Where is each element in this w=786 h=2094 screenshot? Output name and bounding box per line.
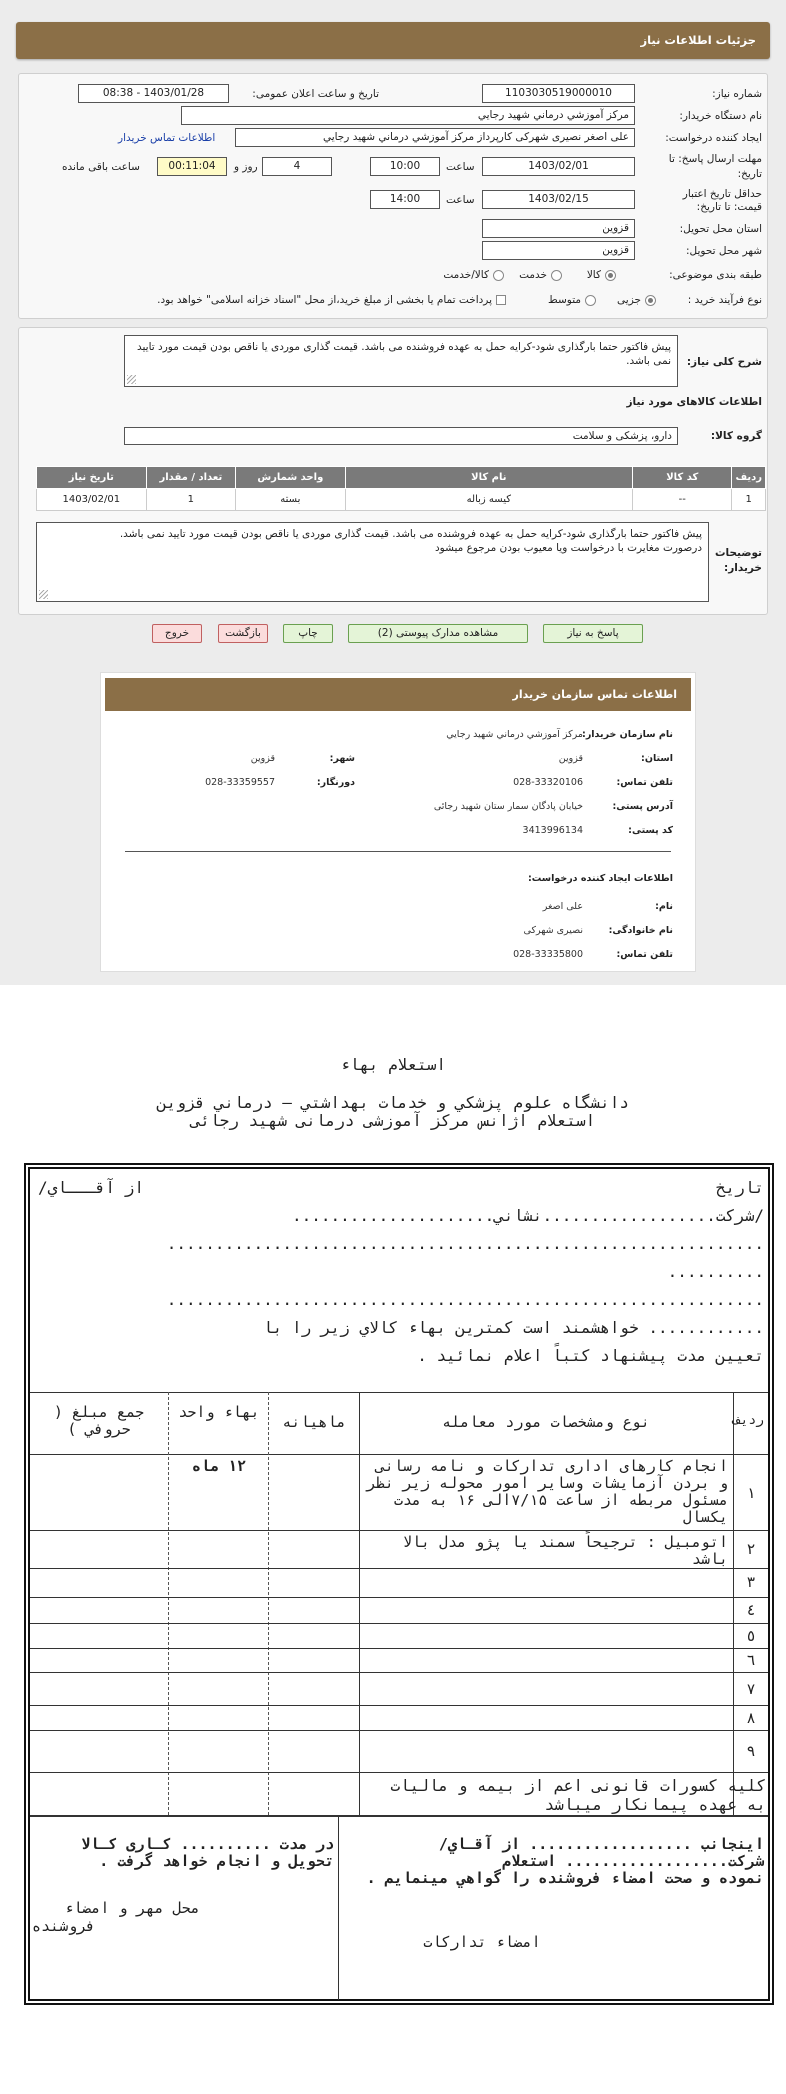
page-header xyxy=(16,22,770,59)
col-qty: تعداد / مقدار xyxy=(146,467,236,489)
deadline-time-label: ساعت xyxy=(446,161,475,173)
city-label: شهر محل تحویل: xyxy=(686,245,762,257)
letter-sign-right-4: امضاء تداركات xyxy=(423,1933,541,1951)
need-number-label: شماره نیاز: xyxy=(712,88,762,100)
process-option-medium[interactable] xyxy=(548,290,596,310)
letter-row-line xyxy=(30,1730,768,1731)
buyer-org-label: نام دستگاه خریدار: xyxy=(679,110,762,122)
contact-address-label: آدرس پستی: xyxy=(612,801,673,812)
letter-dots: .............................................................. xyxy=(166,1234,764,1253)
validity-date-field: 1403/02/15 xyxy=(482,190,635,209)
payment-note-text: پرداخت تمام یا بخشی از مبلغ خرید،از محل "اسناد خزانه اسلامی" خواهد بود. xyxy=(157,294,492,306)
contact-postal-label: کد پستی: xyxy=(628,825,673,836)
contact-address-value: خیابان پادگان سمار ستان شهید رجائی xyxy=(433,801,583,812)
letter-col-row-header: رديف xyxy=(732,1413,764,1428)
remaining-time-field: 00:11:04 xyxy=(157,157,227,176)
table-row xyxy=(37,489,766,511)
letter-row-line xyxy=(30,1772,768,1773)
creator-family-label: نام خانوادگی: xyxy=(608,925,673,936)
letter-from-line: از آقـــاي/ xyxy=(38,1178,144,1197)
radio-icon[interactable] xyxy=(585,295,596,306)
checkbox-icon[interactable] xyxy=(496,295,506,305)
letter-row-number: ٤ xyxy=(746,1601,756,1619)
payment-note xyxy=(157,290,506,310)
contact-city-value: قزوین xyxy=(250,753,275,764)
letter-col-unit-price-header: بهاء واحد xyxy=(178,1403,260,1421)
letter-row-number: ۳ xyxy=(746,1573,756,1591)
contact-postal-value: 3413996134 xyxy=(522,825,583,836)
letter-row-number: ٩ xyxy=(746,1742,756,1760)
letter-deductions: كليه كسورات قانونی اعم از بيمه و ماليات به عهده پيمانكار ميباشد xyxy=(390,1776,766,1814)
deadline-date-field: 1403/02/01 xyxy=(482,157,635,176)
letter-request-line-2: تعيين مدت پيشنهاد كتباً اعلام نمائيد . xyxy=(417,1346,764,1365)
col-row: ردیف xyxy=(732,467,766,489)
reply-button[interactable]: پاسخ به نیاز xyxy=(543,624,643,643)
letter-sign-left-4: فروشنده xyxy=(32,1917,96,1935)
process-label: نوع فرآیند خرید : xyxy=(687,294,762,306)
contact-org-value: مرکز آموزشي درماني شهيد رجايي xyxy=(446,729,583,740)
radio-selected-icon[interactable] xyxy=(605,270,616,281)
page-title: جزئیات اطلاعات نیاز xyxy=(640,33,756,47)
col-date: تاریخ نیاز xyxy=(37,467,147,489)
creator-title: اطلاعات ایجاد کننده درخواست: xyxy=(527,873,673,884)
validity-label: حداقل تاریخ اعتبار xyxy=(682,188,762,200)
letter-dots-3: .............................................................. xyxy=(166,1290,764,1309)
radio-icon[interactable] xyxy=(551,270,562,281)
radio-icon[interactable] xyxy=(493,270,504,281)
letter-col-total-header: جمع مبلغ ( حروفي ) xyxy=(53,1403,145,1438)
buyer-notes-text-2: درصورت مغایرت با درخواست ویا معیوب بودن مرجوع میشود xyxy=(435,542,702,554)
buyer-notes-textarea[interactable] xyxy=(36,522,709,602)
days-field: 4 xyxy=(262,157,332,176)
resize-handle-icon[interactable] xyxy=(127,375,136,384)
attachments-button[interactable]: مشاهده مدارک پیوستی (2) xyxy=(348,624,528,643)
items-table xyxy=(36,466,766,511)
summary-text: پیش فاکتور حتما بارگذاری شود-کرایه حمل به عهده فروشنده می باشد. قیمت گذاری موردی یا ناقص بودن قیمت مورد تایید نمی باشد. xyxy=(137,341,671,367)
letter-row-line xyxy=(30,1705,768,1706)
letter-col-divider xyxy=(359,1392,360,1815)
letter-table-top xyxy=(30,1392,768,1393)
buyer-contact-link[interactable]: اطلاعات تماس خریدار xyxy=(118,132,216,144)
remaining-label: ساعت باقی مانده xyxy=(62,161,140,173)
contact-province-value: قزوین xyxy=(558,753,583,764)
province-field: قزوین xyxy=(482,219,635,238)
col-name: نام کالا xyxy=(345,467,633,489)
letter-row-number: ۱ xyxy=(746,1484,756,1502)
contact-fax-value: 028-33359557 xyxy=(205,777,275,788)
col-unit: واحد شمارش xyxy=(236,467,345,489)
category-option-goods-label: کالا xyxy=(586,269,601,281)
letter-row-line xyxy=(30,1623,768,1624)
goods-group-label: گروه کالا: xyxy=(710,430,762,442)
cell-qty: 1 xyxy=(146,489,236,511)
requester-label: ایجاد کننده درخواست: xyxy=(665,132,762,144)
letter-row-number: ٨ xyxy=(746,1709,756,1727)
letter-sign-right-3: نموده و صحت امضاء فروشنده را گواهي مينمايم . xyxy=(366,1869,764,1887)
validity-time-field: 14:00 xyxy=(370,190,440,209)
letter-subtitle-2: استعلام اژانس مرکز آموزشی درمانی شهید رجائی xyxy=(190,1111,596,1130)
buyer-notes-label-2: خریدار: xyxy=(724,562,762,574)
summary-label: شرح کلی نیاز: xyxy=(686,356,762,368)
category-option-both-label: کالا/خدمت xyxy=(443,269,489,281)
letter-title: استعلام بهاء xyxy=(340,1055,446,1074)
col-code: کد کالا xyxy=(633,467,732,489)
buyer-org-field: مرکز آموزشي درماني شهيد رجايي xyxy=(181,106,635,125)
cell-code: -- xyxy=(633,489,732,511)
buyer-notes-text: پیش فاکتور حتما بارگذاری شود-کرایه حمل به عهده فروشنده می باشد. قیمت گذاری موردی یا ناقص بودن قیمت مورد تایید نمی باشد. xyxy=(119,528,702,540)
letter-col-divider xyxy=(733,1392,734,1815)
goods-info-title: اطلاعات کالاهای مورد نیاز xyxy=(626,396,762,408)
letter-company-line: /شركت..................نشاني..................... xyxy=(291,1206,764,1225)
creator-family-value: نصیری شهرکی xyxy=(523,925,583,936)
letter-sign-divider xyxy=(338,1815,339,2000)
creator-phone-value: 028-33335800 xyxy=(513,949,583,960)
letter-row-number: ٥ xyxy=(746,1627,756,1645)
need-number-field: 1103030519000010 xyxy=(482,84,635,103)
process-option-minor-label: جزیی xyxy=(617,294,641,306)
back-button[interactable]: بازگشت xyxy=(218,624,268,643)
letter-row-number: ٧ xyxy=(746,1680,756,1698)
letter-col-divider xyxy=(268,1392,269,1815)
contact-province-label: استان: xyxy=(641,753,673,764)
process-option-minor[interactable] xyxy=(617,290,656,310)
letter-subtitle: دانشگاه علوم پزشکي و خدمات بهداشتي – درماني قزوين xyxy=(156,1093,629,1112)
letter-dots-2: .......... xyxy=(667,1262,764,1281)
contact-card-title: اطلاعات تماس سازمان خریدار xyxy=(512,688,677,701)
days-label: روز و xyxy=(234,161,258,173)
contact-card-header xyxy=(105,678,691,711)
city-field: قزوین xyxy=(482,241,635,260)
items-table-header xyxy=(37,467,766,489)
requester-field: علی اصغر نصیری شهرکی کارپرداز مرکز آموزشي درماني شهيد رجايي xyxy=(235,128,635,147)
category-option-both[interactable] xyxy=(443,265,504,285)
letter-date-line: تاريخ xyxy=(715,1178,764,1197)
buyer-notes-label: توضیحات xyxy=(714,547,762,559)
letter-row1-price: ۱۲ ماه xyxy=(191,1457,247,1475)
letter-row-line xyxy=(30,1597,768,1598)
summary-textarea[interactable] xyxy=(124,335,678,387)
creator-name-label: نام: xyxy=(655,901,673,912)
announce-field: 1403/01/28 - 08:38 xyxy=(78,84,229,103)
exit-button[interactable]: خروج xyxy=(152,624,202,643)
goods-group-field: دارو، پزشکی و سلامت xyxy=(124,427,678,445)
letter-sign-left-2: تحويل و انجام خواهد گرفت . xyxy=(99,1852,334,1870)
validity-time-label: ساعت xyxy=(446,194,475,206)
letter-col-monthly-header: ماهیانه xyxy=(282,1413,346,1431)
letter-row2-desc: اتومبيل : ترجيحاً سمند يا پژو مدل بالا باشد xyxy=(402,1533,728,1568)
category-option-service-label: خدمت xyxy=(519,269,547,281)
letter-sign-left-3: محل مهر و امضاء xyxy=(64,1899,200,1917)
letter-row-number: ۲ xyxy=(746,1540,756,1558)
print-button[interactable]: چاپ xyxy=(283,624,333,643)
contact-fax-label: دورنگار: xyxy=(316,777,355,788)
deadline-label-2: تاریخ: xyxy=(737,168,762,180)
contact-divider xyxy=(125,851,671,852)
letter-sign-right-2: شركت.................. استعلام xyxy=(502,1852,764,1870)
letter-row1-desc: انجام كارهای اداری تداركات و نامه رسانی و بردن آزمايشات وساير امور محوله زير نظر مسئول مربطه از ساعت ۷/۱۵الی ۱۶ به مدت يكسال xyxy=(366,1457,728,1526)
letter-col-divider xyxy=(168,1392,169,1815)
cell-unit: بسته xyxy=(236,489,345,511)
deadline-label: مهلت ارسال پاسخ: تا xyxy=(668,153,762,165)
validity-label-2: قیمت: تا تاریخ: xyxy=(696,201,762,213)
letter-row-line xyxy=(30,1568,768,1569)
process-option-medium-label: متوسط xyxy=(548,294,581,306)
creator-phone-label: تلفن تماس: xyxy=(616,949,673,960)
letter-row-line xyxy=(30,1530,768,1531)
radio-selected-icon[interactable] xyxy=(645,295,656,306)
cell-name: کیسه زباله xyxy=(345,489,633,511)
letter-request-line: ............ خواهشمند است كمترين بهاء كالاي زير را با xyxy=(263,1318,764,1337)
letter-sign-right: اينجانب .................. از آقـاي/ xyxy=(438,1835,764,1853)
contact-city-label: شهر: xyxy=(329,753,355,764)
creator-name-value: علی اصغر xyxy=(542,901,583,912)
contact-phone-value: 028-33320106 xyxy=(513,777,583,788)
letter-sign-left: در مدت .......... كـارى كـالا xyxy=(81,1835,334,1853)
letter-row-line xyxy=(30,1648,768,1649)
province-label: استان محل تحویل: xyxy=(679,223,762,235)
buyer-contact-card xyxy=(100,672,696,972)
letter-table-header-bottom xyxy=(30,1454,768,1455)
letter-row-line xyxy=(30,1672,768,1673)
letter-table-bottom xyxy=(30,1815,768,1817)
contact-phone-label: تلفن تماس: xyxy=(616,777,673,788)
letter-row-number: ٦ xyxy=(746,1651,756,1669)
letter-col-desc-header: نوع ومشخصات مورد معامله xyxy=(442,1413,650,1431)
category-option-goods[interactable] xyxy=(587,265,616,285)
resize-handle-icon[interactable] xyxy=(39,590,48,599)
cell-row: 1 xyxy=(732,489,766,511)
category-option-service[interactable] xyxy=(519,265,562,285)
cell-date: 1403/02/01 xyxy=(37,489,147,511)
category-label: طبقه بندی موضوعی: xyxy=(669,269,762,281)
deadline-time-field: 10:00 xyxy=(370,157,440,176)
announce-label: تاریخ و ساعت اعلان عمومی: xyxy=(252,88,379,100)
contact-org-label: نام سازمان خریدار: xyxy=(582,729,673,740)
